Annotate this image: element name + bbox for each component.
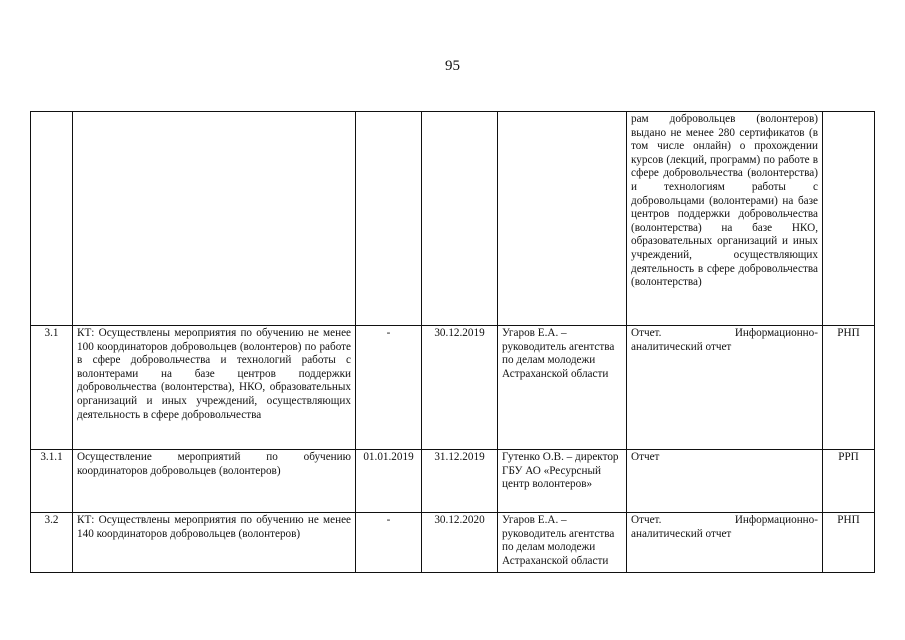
cell-num: 3.2 (31, 513, 73, 573)
cell-end: 30.12.2019 (422, 326, 498, 450)
cell-level: РНП (823, 326, 875, 450)
cell-name: КТ: Осуществлены мероприятия по обучению не менее 140 координаторов добровольцев (волонтеров) (73, 513, 356, 573)
result-info-rest: аналитический отчет (631, 527, 732, 540)
cell-responsible: Угаров Е.А. – руководитель агентства по делам молодежи Астраханской области (498, 326, 627, 450)
result-report: Отчет. (631, 514, 662, 526)
cell-level (823, 112, 875, 326)
cell-result (627, 513, 823, 573)
cell-name: КТ: Осуществлены мероприятия по обучению не менее 100 координаторов добровольцев (волонтеров) по работе в сфере добровольчества и технологий работы с волонтерами на базе центров поддержки добровольчества (волонтерства), НКО, образовательных организаций и иных учреждений, осуществляющих деятельность в сфере добровольчества (73, 326, 356, 450)
cell-responsible (498, 112, 627, 326)
cell-name (73, 112, 356, 326)
cell-end: 31.12.2019 (422, 450, 498, 513)
cell-end: 30.12.2020 (422, 513, 498, 573)
table-row (31, 450, 875, 513)
result-report: Отчет. (631, 327, 662, 339)
result-info-word: Информационно- (734, 514, 818, 526)
cell-level: РРП (823, 450, 875, 513)
table-row (31, 513, 875, 573)
cell-result: Отчет (627, 450, 823, 513)
cell-num: 3.1.1 (31, 450, 73, 513)
result-info-rest: аналитический отчет (631, 340, 732, 353)
cell-num (31, 112, 73, 326)
cell-responsible: Угаров Е.А. – руководитель агентства по делам молодежи Астраханской области (498, 513, 627, 573)
cell-end (422, 112, 498, 326)
cell-name: Осуществление мероприятий по обучению координаторов добровольцев (волонтеров) (73, 450, 356, 513)
cell-result (627, 326, 823, 450)
result-info-word: Информационно- (734, 327, 818, 339)
page-number: 95 (445, 58, 460, 74)
cell-result: рам добровольцев (волонтеров) выдано не менее 280 сертификатов (в том числе онлайн) о прохождении курсов (лекций, программ) по работе в сфере добровольчества (волонтерства) и технологиям работы с добровольцами (волонтерами) на базе центров поддержки добровольчества (волонтерства) на базе НКО, образовательных организаций и иных учреждений, осуществляющих деятельность в сфере добровольчества (волонтерства) (627, 112, 823, 326)
cell-responsible: Гутенко О.В. – директор ГБУ АО «Ресурсный центр волонтеров» (498, 450, 627, 513)
cell-start: - (356, 513, 422, 573)
table-row (31, 326, 875, 450)
cell-start (356, 112, 422, 326)
plan-table (30, 111, 875, 573)
cell-level: РНП (823, 513, 875, 573)
cell-num: 3.1 (31, 326, 73, 450)
cell-start: - (356, 326, 422, 450)
cell-start: 01.01.2019 (356, 450, 422, 513)
table-row-continuation (31, 112, 875, 326)
